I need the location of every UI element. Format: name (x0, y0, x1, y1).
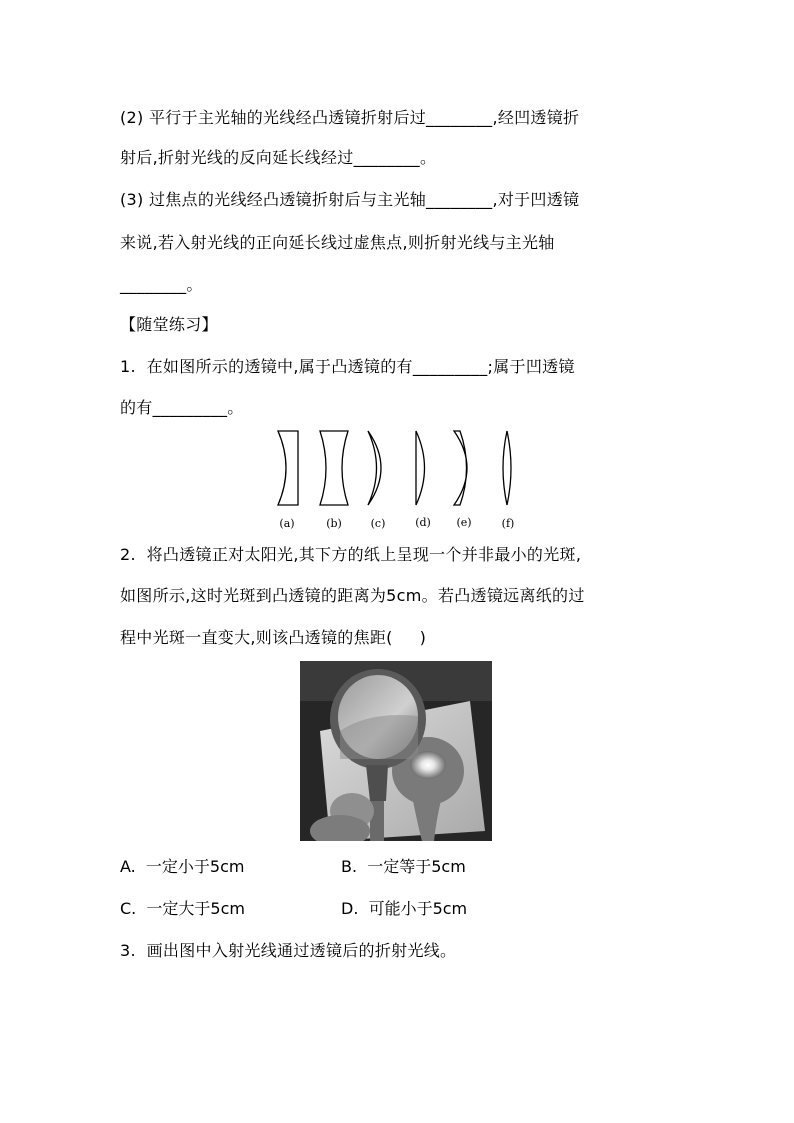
lens-label-e: (e) (456, 516, 472, 529)
section-heading: 【随堂练习】 (120, 315, 218, 334)
lens-c-shape (368, 431, 381, 505)
question-1-line1: 1. 在如图所示的透镜中,属于凸透镜的有_________;属于凹透镜 (120, 357, 575, 376)
magnifier-photo (300, 661, 492, 841)
lens-e-shape (454, 431, 467, 505)
option-b[interactable]: B. 一定等于5cm (341, 857, 466, 876)
lens-b-shape (320, 431, 348, 505)
lens-label-f: (f) (501, 517, 515, 530)
question-2-line3: 程中光斑一直变大,则该凸透镜的焦距( ) (120, 628, 427, 647)
lens-figure (270, 425, 530, 535)
q-part2-line1: (2) 平行于主光轴的光线经凸透镜折射后过________,经凹透镜折 (120, 108, 580, 127)
question-2-line1: 2. 将凸透镜正对太阳光,其下方的纸上呈现一个并非最小的光斑, (120, 545, 582, 564)
lens-f-shape (503, 431, 511, 505)
lens-label-d: (d) (415, 516, 431, 529)
question-1-line2: 的有_________。 (120, 398, 244, 417)
option-d[interactable]: D. 可能小于5cm (341, 899, 468, 918)
option-a[interactable]: A. 一定小于5cm (120, 857, 245, 876)
q-part3-line1: (3) 过焦点的光线经凸透镜折射后与主光轴________,对于凹透镜 (120, 190, 580, 209)
q-part3-line2: 来说,若入射光线的正向延长线过虚焦点,则折射光线与主光轴 (120, 233, 555, 252)
q-part3-line3: ________。 (120, 275, 203, 294)
option-c[interactable]: C. 一定大于5cm (120, 899, 245, 918)
q-part2-line2: 射后,折射光线的反向延长线经过________。 (120, 148, 437, 167)
lens-label-b: (b) (326, 517, 342, 530)
lens-label-c: (c) (370, 517, 386, 530)
lens-label-a: (a) (279, 517, 295, 530)
question-3: 3. 画出图中入射光线通过透镜后的折射光线。 (120, 941, 457, 960)
lens-a-shape (278, 431, 298, 505)
lens-d-shape (416, 431, 425, 505)
question-2-line2: 如图所示,这时光斑到凸透镜的距离为5cm。若凸透镜远离纸的过 (120, 586, 585, 605)
